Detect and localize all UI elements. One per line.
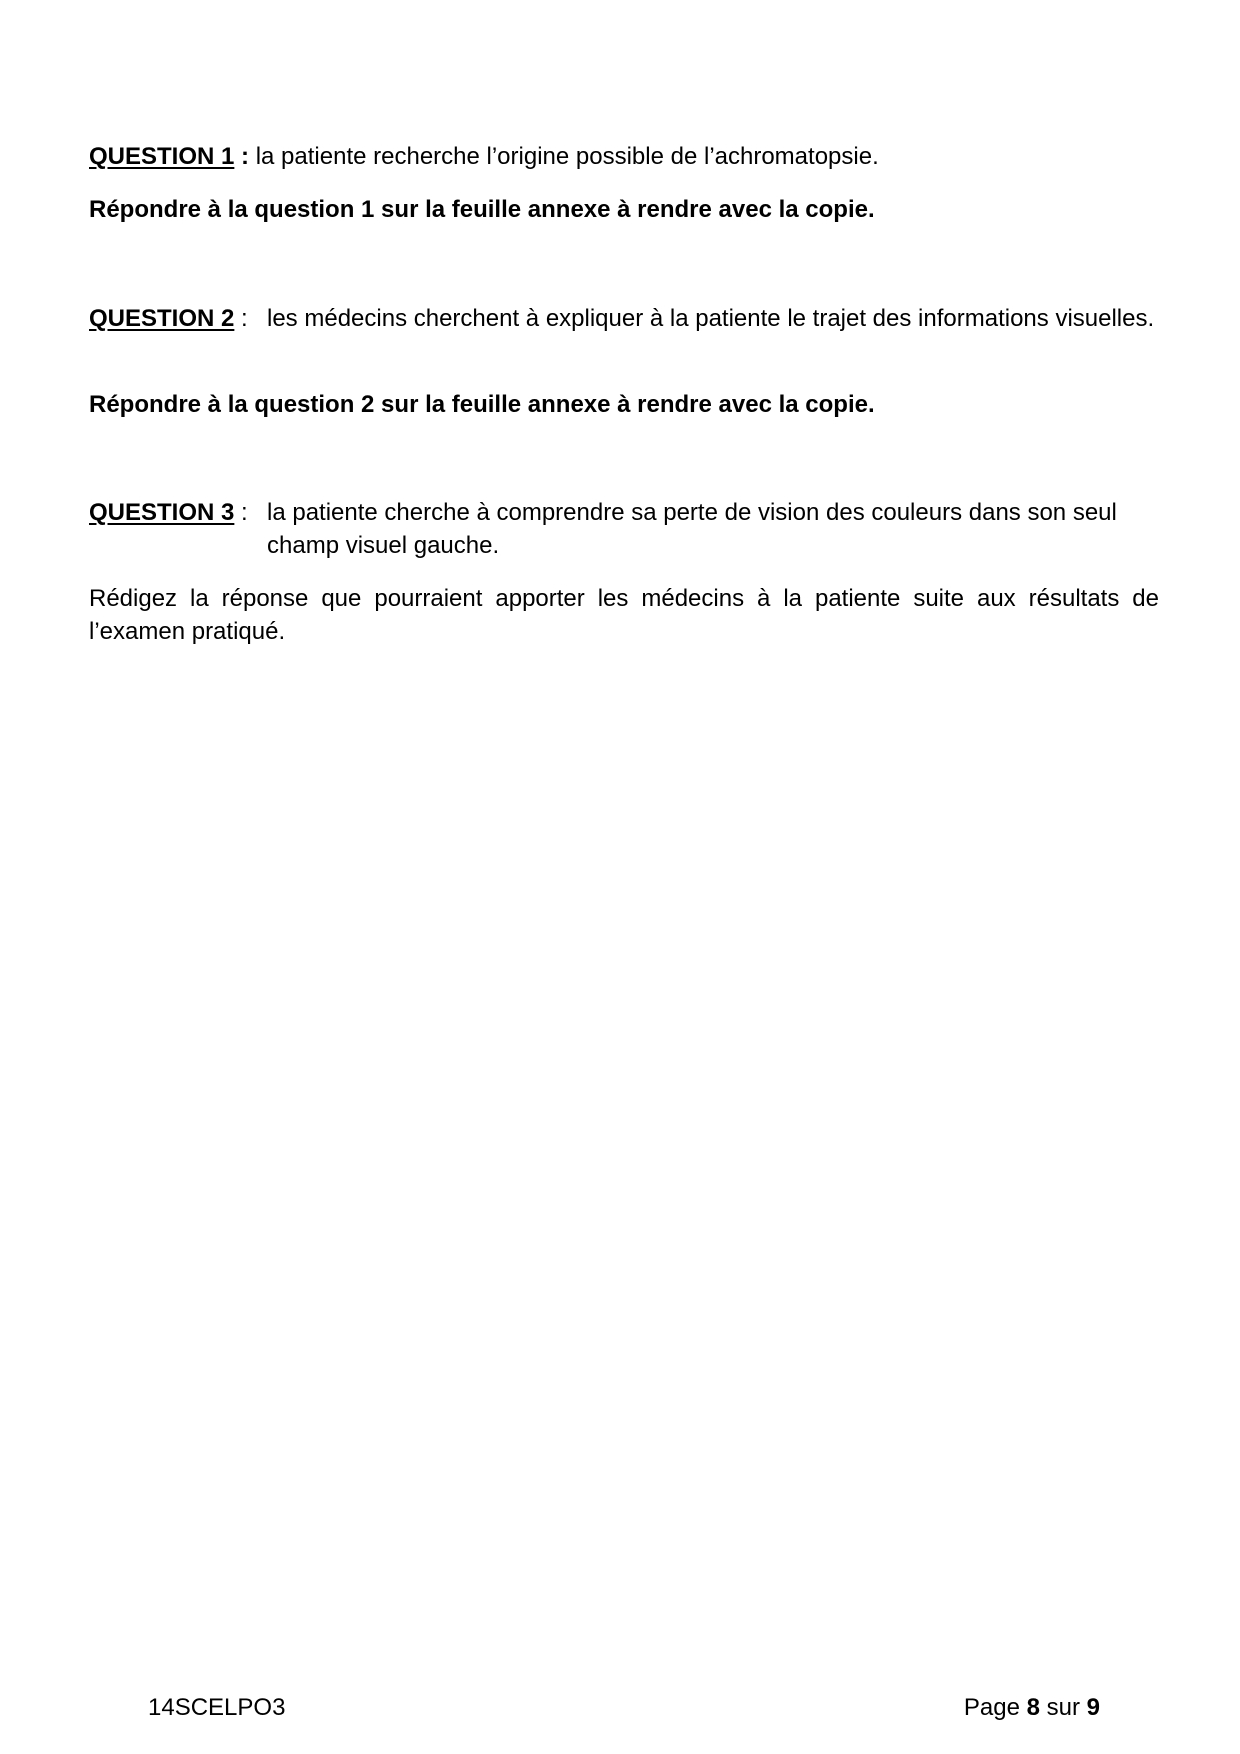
question-2-block [89, 302, 1159, 372]
question-3-head [89, 496, 248, 529]
footer-page-current: 8 [1026, 1694, 1040, 1721]
question-2-text: les médecins cherchent à expliquer à la patiente le trajet des informations visuelles. [267, 305, 1155, 332]
question-3-label: QUESTION 3 [89, 499, 235, 526]
footer-page-total: 9 [1086, 1694, 1100, 1721]
question-3-instruction: Rédigez la réponse que pourraient apporter les médecins à la patiente suite aux résultats de l’examen pratiqué. [89, 585, 1159, 645]
question-3-block [89, 496, 1159, 566]
footer-page-number [964, 1692, 1100, 1724]
question-2-label: QUESTION 2 [89, 305, 235, 332]
question-2-instruction: Répondre à la question 2 sur la feuille annexe à rendre avec la copie. [89, 391, 875, 418]
question-3-text: la patiente cherche à comprendre sa perte de vision des couleurs dans son seul champ visuel gauche. [267, 499, 1117, 559]
question-1-line [89, 141, 879, 173]
question-2-head [89, 302, 248, 335]
footer-page-middle: sur [1039, 1694, 1087, 1721]
question-3-separator: : [234, 499, 248, 526]
question-1-instruction: Répondre à la question 1 sur la feuille annexe à rendre avec la copie. [89, 196, 875, 223]
question-1-text: la patiente recherche l’origine possible de l’achromatopsie. [255, 143, 879, 170]
footer-document-code: 14SCELPO3 [148, 1694, 286, 1721]
question-1-separator: : [234, 143, 250, 170]
footer-page-prefix: Page [963, 1694, 1027, 1721]
question-1-label: QUESTION 1 [89, 143, 235, 170]
question-2-separator: : [234, 305, 248, 332]
